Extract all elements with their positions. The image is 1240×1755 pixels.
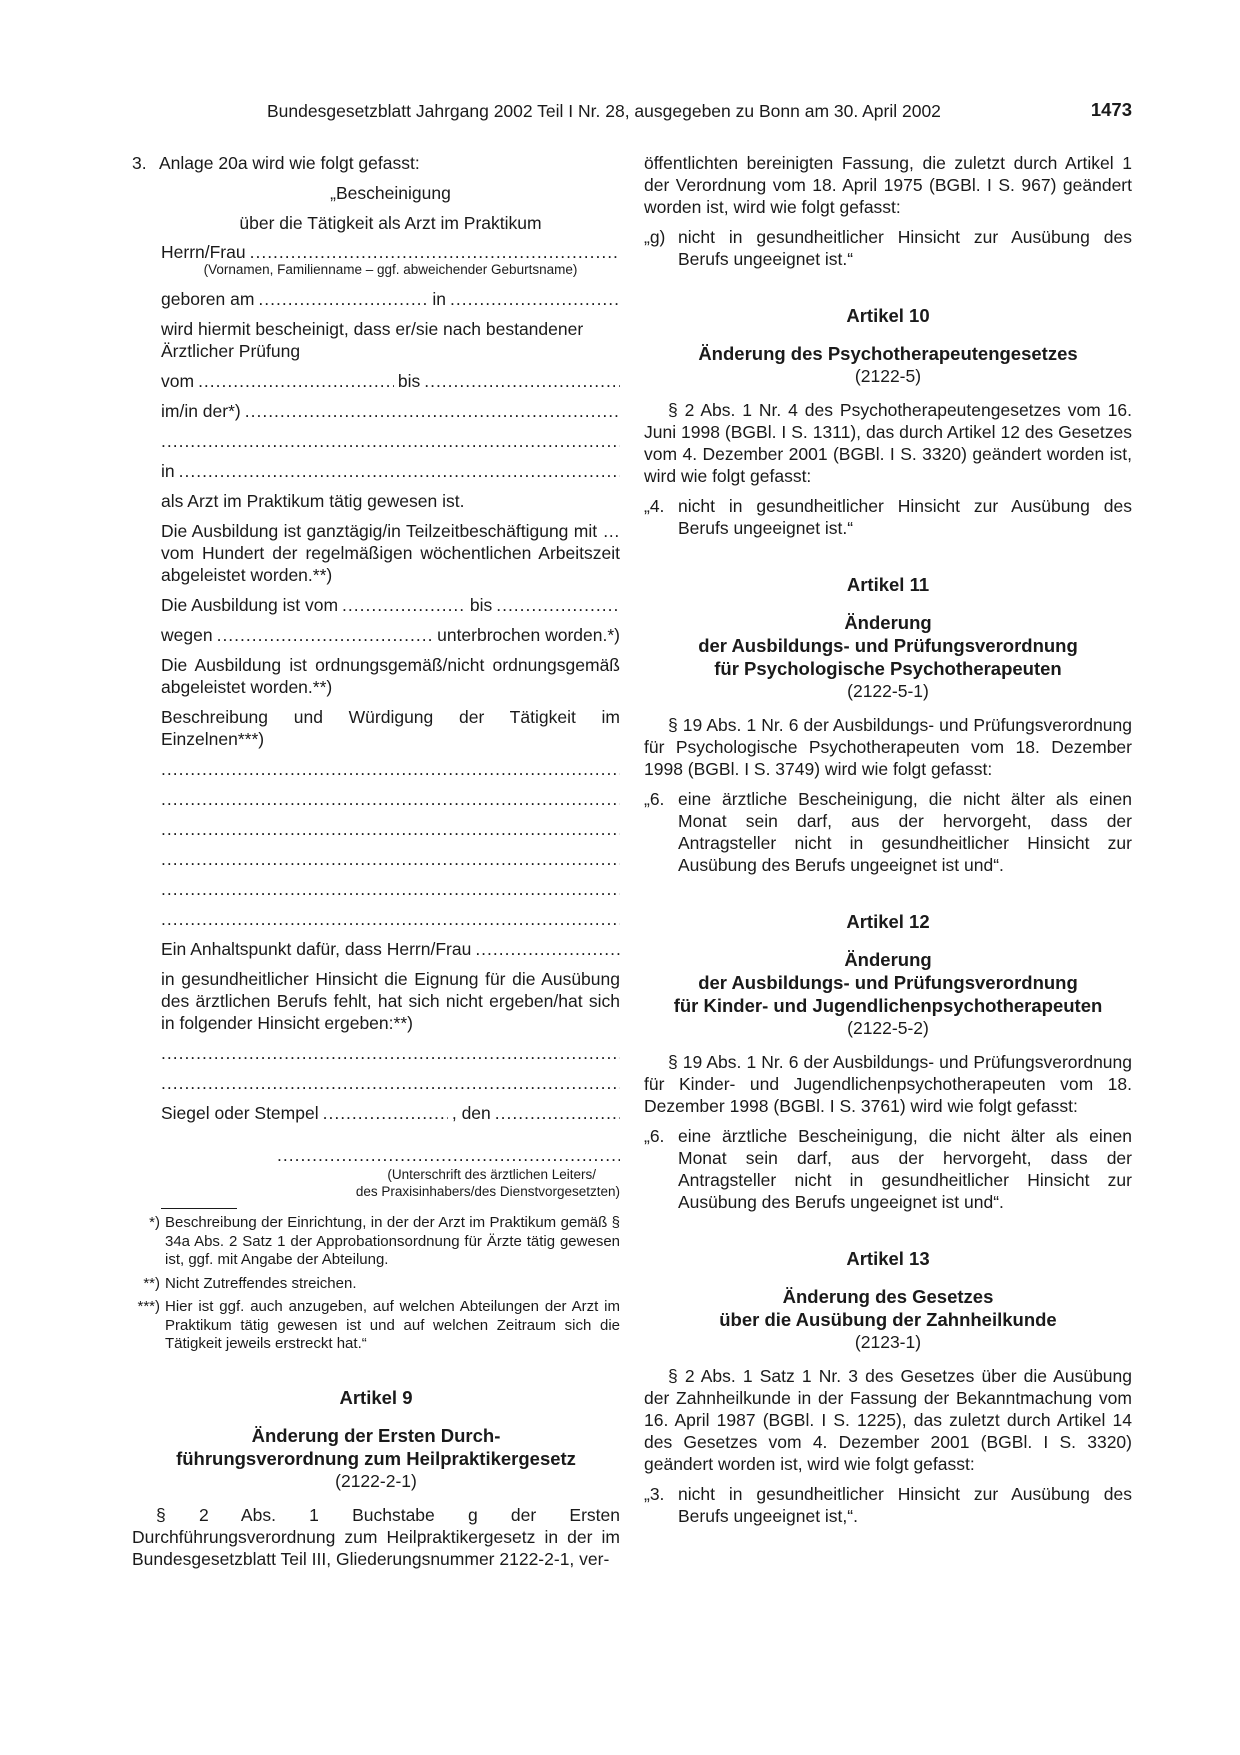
quote-text: eine ärztliche Bescheinigung, die nicht älter als einen Monat sein darf, aus der hervorgeht, dass der Antragsteller nicht in gesundheitlicher Hinsicht zur Ausübung des Berufs ungeeignet ist und“. (678, 1126, 1132, 1212)
description-dots-2 (161, 788, 620, 810)
reason-dots (217, 624, 434, 646)
article-13 (644, 1247, 1132, 1527)
article-title: für Psychologische Psychotherapeuten (714, 658, 1062, 679)
article-quote (644, 788, 1132, 876)
from-dots (198, 370, 394, 392)
im-in-der-label: im/in der*) (161, 401, 241, 421)
ausbildung-to-dots (496, 594, 620, 616)
form-title: „Bescheinigung (330, 183, 451, 203)
left-column (132, 152, 620, 1570)
article-body: § 2 Abs. 1 Nr. 4 des Psychotherapeutengesetzes vom 16. Juni 1998 (BGBl. I S. 1311), das durch Artikel 12 des Gesetzes vom 4. Dezember 2001 (BGBl. I S. 3320) geändert worden ist, wird wie folgt gefasst: (644, 400, 1132, 486)
footnote-mark: *) (149, 1214, 160, 1231)
article-heading: Artikel 9 (339, 1386, 413, 1408)
ausbildung-ganztaegig-text: Die Ausbildung ist ganztägig/in Teilzeitbeschäftigung mit … vom Hundert der regelmäßigen wöchentlichen Arbeitszeit abgeleistet worden.**) (161, 521, 620, 585)
period-line (161, 370, 620, 392)
article-title: Änderung (844, 612, 932, 633)
description-dots-6 (161, 908, 620, 930)
herrn-frau-label: Herrn/Frau (161, 242, 246, 262)
footnote-mark: ***) (137, 1298, 160, 1315)
facility-dots-2 (161, 430, 620, 452)
right-column (644, 152, 1132, 1527)
quote-text: eine ärztliche Bescheinigung, die nicht älter als einen Monat sein darf, aus der hervorgeht, dass der Antragsteller nicht in gesundheitlicher Hinsicht zur Ausübung des Berufs ungeeignet ist und“. (678, 789, 1132, 875)
article-code: (2122-5) (854, 366, 922, 386)
footnotes (132, 1214, 620, 1354)
list-item-3 (132, 152, 620, 174)
article-title: führungsverordnung zum Heilpraktikergesetz (176, 1447, 576, 1469)
certificate-form (161, 182, 620, 1200)
vom-label: vom (161, 371, 195, 391)
facility-dots (245, 400, 620, 422)
article-9-continuation: öffentlichten bereinigten Fassung, die zuletzt durch Artikel 1 der Verordnung vom 18. April 1975 (BGBl. I S. 967) geändert worden ist, wird wie folgt gefasst: (644, 153, 1132, 217)
geboren-label: geboren am (161, 289, 255, 309)
description-dots-5 (161, 878, 620, 900)
article-title: Änderung (844, 949, 932, 970)
signature-hint-1: (Unterschrift des ärztlichen Leiters/ (387, 1167, 596, 1182)
interruption-line (161, 624, 620, 646)
den-label: , den (451, 1103, 491, 1123)
in-label: in (432, 289, 447, 309)
signature-dots (277, 1144, 620, 1166)
article-code: (2122-2-1) (335, 1470, 417, 1491)
signature-hint-2: des Praxisinhabers/des Dienstvorgesetzten) (355, 1184, 620, 1199)
birthdate-dots (258, 288, 428, 310)
article-heading: Artikel 10 (846, 305, 930, 326)
anhaltspunkt-dots (475, 938, 620, 960)
footnote-divider (161, 1208, 237, 1209)
siegel-line (161, 1102, 620, 1124)
quote-text: nicht in gesundheitlicher Hinsicht zur Ausübung des Berufs ungeeignet ist,“. (678, 1484, 1132, 1526)
anhaltspunkt-line (161, 938, 620, 960)
anhaltspunkt-label: Ein Anhaltspunkt dafür, dass Herrn/Frau (161, 939, 472, 959)
unterbrochen-label: unterbrochen worden.*) (437, 625, 620, 645)
quote-number: „6. (644, 789, 665, 809)
bescheinigt-text: wird hiermit bescheinigt, dass er/sie nach bestandener Ärztlicher Prüfung (161, 319, 584, 361)
item-number: 3. (132, 153, 147, 173)
name-line (161, 241, 620, 263)
beschreibung-text: Beschreibung und Würdigung der Tätigkeit im Einzelnen***) (161, 707, 620, 749)
article-heading: Artikel 13 (846, 1248, 930, 1269)
quote-number: „3. (644, 1484, 665, 1504)
article-12 (644, 910, 1132, 1213)
description-dots-3 (161, 818, 620, 840)
footnote-text: Nicht Zutreffendes streichen. (165, 1274, 357, 1292)
in-line-label: in (161, 461, 175, 481)
birth-line (161, 288, 620, 310)
form-subtitle: über die Tätigkeit als Arzt im Praktikum (239, 213, 542, 233)
article-quote (644, 495, 1132, 539)
location-line (161, 460, 620, 482)
page-number: 1473 (1090, 99, 1132, 120)
article-code: (2122-5-1) (847, 681, 929, 701)
quote-number: „4. (644, 496, 665, 516)
article-11 (644, 573, 1132, 876)
article-code: (2123-1) (854, 1332, 922, 1352)
quote-number: „6. (644, 1126, 665, 1146)
article-title: Änderung des Gesetzes (782, 1286, 994, 1307)
article-title: Änderung des Psychotherapeutengesetzes (698, 343, 1078, 364)
eignung-text: in gesundheitlicher Hinsicht die Eignung für die Ausübung des ärztlichen Berufs fehlt, hat sich nicht ergeben/hat sich in folgender Hinsicht ergeben:**) (161, 969, 620, 1033)
article-title: über die Ausübung der Zahnheilkunde (719, 1309, 1057, 1330)
footnote-text: Beschreibung der Einrichtung, in der der Arzt im Praktikum gemäß § 34a Abs. 2 Satz 1 der Approbationsordnung für Ärzte tätig gewesen ist, ggf. mit Angabe der Abteilung. (165, 1214, 620, 1268)
siegel-dots (323, 1102, 448, 1124)
article-10 (644, 304, 1132, 539)
article-title: für Kinder- und Jugendlichenpsychotherapeuten (673, 995, 1103, 1016)
location-dots (179, 460, 620, 482)
birthplace-dots (450, 288, 620, 310)
article-title: Änderung der Ersten Durch- (251, 1424, 501, 1446)
article-quote (644, 1125, 1132, 1213)
ausbildung-bis-label: bis (469, 595, 493, 615)
name-dots (250, 241, 620, 263)
article-code: (2122-5-2) (847, 1018, 929, 1038)
ordnungsgemaess-text: Die Ausbildung ist ordnungsgemäß/nicht ordnungsgemäß abgeleistet worden.**) (161, 655, 620, 697)
article-9 (132, 1386, 620, 1570)
article-heading: Artikel 11 (846, 574, 930, 595)
ausbildung-from-dots (342, 594, 466, 616)
article-body: § 19 Abs. 1 Nr. 6 der Ausbildungs- und Prüfungsverordnung für Kinder- und Jugendlichenpsychotherapeuten vom 18. Dezember 1998 (BGBl. I S. 3761) wird wie folgt gefasst: (644, 1052, 1132, 1116)
ausbildung-vom-label: Die Ausbildung ist vom (161, 595, 339, 615)
quote-text: nicht in gesundheitlicher Hinsicht zur Ausübung des Berufs ungeeignet ist.“ (678, 496, 1132, 538)
item-text: Anlage 20a wird wie folgt gefasst: (159, 153, 420, 173)
name-hint: (Vornamen, Familienname – ggf. abweichender Geburtsname) (203, 262, 578, 277)
date-dots (495, 1102, 620, 1124)
article-body: § 2 Abs. 1 Satz 1 Nr. 3 des Gesetzes über die Ausübung der Zahnheilkunde in der Fassung der Bekanntmachung vom 16. April 1987 (BGBl. I S. 1225), das zuletzt durch Artikel 14 des Gesetzes vom 4. Dezember 2001 (BGBl. I S. 3320) geändert worden ist, wird wie folgt gefasst: (644, 1366, 1132, 1474)
wegen-label: wegen (161, 625, 213, 645)
to-dots (424, 370, 620, 392)
facility-line (161, 400, 620, 422)
quote-text: nicht in gesundheitlicher Hinsicht zur Ausübung des Berufs ungeeignet ist.“ (678, 227, 1132, 269)
footnote-1 (132, 1214, 620, 1270)
bis-label: bis (397, 371, 421, 391)
footnote-3 (132, 1298, 620, 1354)
eignung-dots-1 (161, 1042, 620, 1064)
header-title: Bundesgesetzblatt Jahrgang 2002 Teil I Nr. 28, ausgegeben zu Bonn am 30. April 2002 (267, 101, 941, 121)
eignung-dots-2 (161, 1072, 620, 1094)
footnote-mark: **) (143, 1274, 160, 1292)
description-dots-4 (161, 848, 620, 870)
article-body: § 2 Abs. 1 Buchstabe g der Ersten Durchführungsverordnung zum Heilpraktikergesetz in der im Bundesgesetzblatt Teil III, Gliederungsnummer 2122-2-1, ver- (132, 1504, 620, 1569)
article-9-quote (644, 226, 1132, 270)
taetig-text: als Arzt im Praktikum tätig gewesen ist. (161, 491, 465, 511)
article-quote (644, 1483, 1132, 1527)
footnote-2 (132, 1275, 620, 1294)
article-heading: Artikel 12 (846, 911, 930, 932)
siegel-label: Siegel oder Stempel (161, 1103, 319, 1123)
quote-number: „g) (644, 227, 666, 247)
article-title: der Ausbildungs- und Prüfungsverordnung (698, 972, 1078, 993)
article-body: § 19 Abs. 1 Nr. 6 der Ausbildungs- und Prüfungsverordnung für Psychologische Psychotherapeuten vom 18. Dezember 1998 (BGBl. I S. 3749) wird wie folgt gefasst: (644, 715, 1132, 779)
footnote-text: Hier ist ggf. auch anzugeben, auf welchen Abteilungen der Arzt im Praktikum tätig gewesen ist und auf welchen Zeitraum sich die Tätigkeit jeweils erstreckt hat.“ (165, 1298, 620, 1352)
description-dots-1 (161, 758, 620, 780)
ausbildung-period-line (161, 594, 620, 616)
article-title: der Ausbildungs- und Prüfungsverordnung (698, 635, 1078, 656)
